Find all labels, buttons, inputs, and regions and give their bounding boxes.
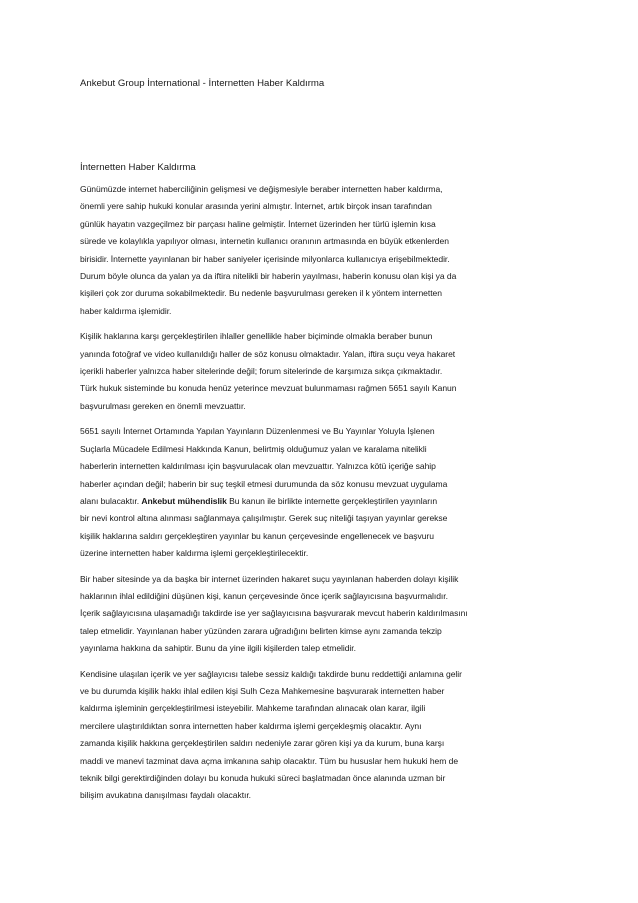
text-line: üzerine internetten haber kaldırma işlemi gerçekleştirilecektir. bbox=[80, 548, 309, 559]
text-run: alanı bulacaktır. bbox=[80, 495, 142, 506]
text-line: başvurulması gereken en önemli mevzuattır. bbox=[80, 400, 246, 411]
text-line: Durum böyle olunca da yalan ya da iftira nitelikli bir haberin yayılması, haberin konusu olan kişi ya da bbox=[80, 271, 457, 282]
page-header: Ankebut Group İnternational - İnternetten Haber Kaldırma bbox=[80, 78, 325, 89]
text-line: 5651 sayılı İnternet Ortamında Yapılan Yayınların Düzenlenmesi ve Bu Yayınlar Yoluyla İşlenen bbox=[80, 426, 435, 437]
text-line: günlük hayatın vazgeçilmez bir parçası haline gelmiştir. İnternet üzerinden her türlü işlemin kısa bbox=[80, 218, 436, 229]
text-line: haberler açından değil; haberin bir suç teşkil etmesi durumunda da söz konusu mevzuat uygulama bbox=[80, 478, 448, 489]
paragraph-4 bbox=[80, 571, 566, 658]
text-line: Kişilik haklarına karşı gerçekleştirilen ihlaller genellikle haber biçiminde olmakla beraber bunun bbox=[80, 331, 433, 342]
text-line: haberlerin internetten kaldırılması için başvurulacak olan mevzuattır. Yalnızca kötü içeriğe sahip bbox=[80, 461, 436, 472]
text-line: Kendisine ulaşılan içerik ve yer sağlayıcısı talebe sessiz kaldığı takdirde bunu reddettiği anlamına gelir bbox=[80, 668, 462, 679]
paragraph-5 bbox=[80, 666, 566, 805]
text-line: Türk hukuk sisteminde bu konuda henüz yeterince mevzuat bulunmaması rağmen 5651 sayılı Kanun bbox=[80, 383, 457, 394]
text-line: haklarının ihlal edildiğini düşünen kişi, kanun çerçevesinde önce içerik sağlayıcısına başvurmalıdır. bbox=[80, 590, 448, 601]
text-line: haber kaldırma işlemidir. bbox=[80, 305, 172, 316]
paragraph-1 bbox=[80, 181, 566, 320]
document-title: İnternetten Haber Kaldırma bbox=[80, 162, 196, 173]
text-line: önemli yere sahip hukuki konular arasında yerini almıştır. İnternet, artık birçok insan tarafından bbox=[80, 201, 432, 212]
text-line-with-bold bbox=[80, 493, 566, 510]
text-line: bilişim avukatına danışılması faydalı olacaktır. bbox=[80, 790, 251, 801]
text-line: içerikli haberler yalnızca haber sitelerinde değil; forum sitelerinde de karşımıza sıkça çıkmaktadır. bbox=[80, 366, 443, 377]
text-line: ve bu durumda kişilik hakkı ihlal edilen kişi Sulh Ceza Mahkemesine başvurarak internetten haber bbox=[80, 685, 445, 696]
text-line: kişilik haklarına saldırı gerçekleştiren yayınlar bu kanun çerçevesinde engellenecek ve başvuru bbox=[80, 530, 434, 541]
text-line: kişileri çok zor duruma sokabilmektedir. Bu nedenle başvurulması gereken il k yöntem internetten bbox=[80, 288, 442, 299]
text-line: yanında fotoğraf ve video kullanıldığı haller de söz konusu olmaktadır. Yalan, iftira suçu veya hakaret bbox=[80, 348, 456, 359]
text-line: birisidir. İnternette yayınlanan bir haber saniyeler içerisinde milyonlarca kullanıcıya erişebilmektedir. bbox=[80, 253, 450, 264]
text-run: Bu kanun ile birlikte internette gerçekleştirilen yayınların bbox=[226, 495, 438, 506]
text-line: zamanda kişilik hakkına gerçekleştirilen saldırı nedeniyle zarar gören kişi ya da kurum, buna karşı bbox=[80, 738, 445, 749]
text-line: teknik bilgi gerektirdiğinden dolayı bu konuda hukuki süreci başlatmadan önce alanında uzman bir bbox=[80, 773, 446, 783]
document-body bbox=[80, 181, 566, 813]
text-line: mercilere ulaştırıldıktan sonra internetten haber kaldırma işlemi gerçekleşmiş olacaktır. Aynı bbox=[80, 720, 422, 731]
text-line: talep etmelidir. Yayınlanan haber yüzünden zarara uğradığını belirten kimse aynı zamanda tekzip bbox=[80, 625, 442, 636]
text-line: yayınlama hakkına da sahiptir. Bunu da yine ilgili kişilerden talep etmelidir. bbox=[80, 643, 356, 654]
text-line: sürede ve kolaylıkla yapılıyor olması, internetin kullanıcı oranının artmasında en büyük etkenlerden bbox=[80, 236, 449, 247]
paragraph-2 bbox=[80, 328, 566, 415]
text-line: bir nevi kontrol altına alınması sağlanmaya çalışılmıştır. Gerek suç niteliği taşıyan yayınlar gerekse bbox=[80, 513, 448, 524]
bold-company-name: Ankebut mühendislik bbox=[141, 495, 227, 506]
text-line: Bir haber sitesinde ya da başka bir internet üzerinden hakaret suçu yayınlanan haberden dolayı kişilik bbox=[80, 573, 459, 584]
text-line: kaldırma işleminin gerçekleştirilmesi isteyebilir. Mahkeme tarafından alınacak olan karar, ilgili bbox=[80, 703, 426, 714]
paragraph-3 bbox=[80, 423, 566, 562]
text-line: maddi ve manevi tazminat dava açma imkanına sahip olacaktır. Tüm bu hususlar hem hukuki hem de bbox=[80, 755, 459, 766]
text-line: Suçlarla Mücadele Edilmesi Hakkında Kanun, belirtmiş olduğumuz yalan ve karalama nitelikli bbox=[80, 443, 427, 454]
text-line: Günümüzde internet haberciliğinin gelişmesi ve değişmesiyle beraber internetten haber kaldırma, bbox=[80, 184, 443, 194]
text-line: İçerik sağlayıcısına ulaşamadığı takdirde ise yer sağlayıcısına başvurarak mevcut haberin kaldırılmasını bbox=[80, 608, 468, 619]
